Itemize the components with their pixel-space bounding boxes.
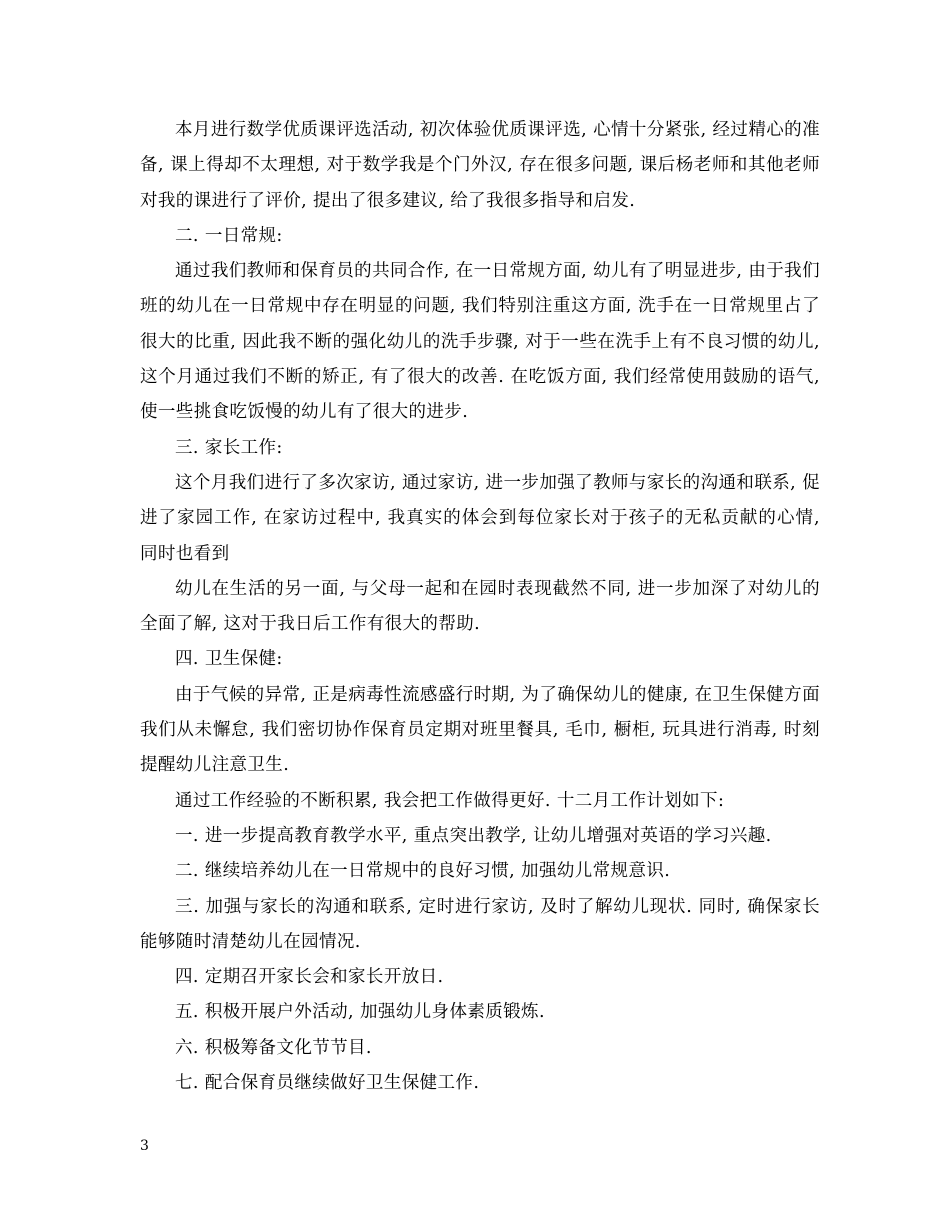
paragraph-home-visits-continued: 幼儿在生活的另一面, 与父母一起和在园时表现截然不同, 进一步加深了对幼儿的全面了解, 这对于我日后工作有很大的帮助. bbox=[140, 578, 820, 635]
paragraph-plan-intro: 通过工作经验的不断积累, 我会把工作做得更好. 十二月工作计划如下: bbox=[175, 790, 725, 811]
plan-item-1: 一. 进一步提高教育教学水平, 重点突出教学, 让幼儿增强对英语的学习兴趣. bbox=[175, 825, 772, 846]
heading-parent-work: 三. 家长工作: bbox=[175, 437, 283, 458]
plan-item-7: 七. 配合保育员继续做好卫生保健工作. bbox=[175, 1073, 480, 1094]
document-body bbox=[140, 113, 820, 1101]
page-number: 3 bbox=[140, 1138, 149, 1154]
paragraph-health-care: 由于气候的异常, 正是病毒性流感盛行时期, 为了确保幼儿的健康, 在卫生保健方面我们从未懈怠, 我们密切协作保育员定期对班里餐具, 毛巾, 橱柜, 玩具进行消毒, 时刻提醒幼儿注意卫生. bbox=[140, 684, 820, 776]
paragraph-home-visits: 这个月我们进行了多次家访, 通过家访, 进一步加强了教师与家长的沟通和联系, 促进了家园工作, 在家访过程中, 我真实的体会到每位家长对于孩子的无私贡献的心情, 同时也看到 bbox=[140, 472, 820, 564]
heading-health-care: 四. 卫生保健: bbox=[175, 649, 283, 670]
plan-item-3: 三. 加强与家长的沟通和联系, 定时进行家访, 及时了解幼儿现状. 同时, 确保家长能够随时清楚幼儿在园情况. bbox=[140, 896, 820, 952]
paragraph-daily-routine: 通过我们教师和保育员的共同合作, 在一日常规方面, 幼儿有了明显进步, 由于我们班的幼儿在一日常规中存在明显的问题, 我们特别注重这方面, 洗手在一日常规里占了很大的比重, 因此我不断的强化幼儿的洗手步骤, 对于一些在洗手上有不良习惯的幼儿, 这个月通过我们不断的矫正, 有了很大的改善. 在吃饭方面, 我们经常使用鼓励的语气, 使一些挑食吃饭慢的幼儿有了很大的进步. bbox=[140, 261, 820, 423]
plan-item-6: 六. 积极筹备文化节节目. bbox=[175, 1037, 372, 1058]
paragraph-math-lesson: 本月进行数学优质课评选活动, 初次体验优质课评选, 心情十分紧张, 经过精心的准备, 课上得却不太理想, 对于数学我是个门外汉, 存在很多问题, 课后杨老师和其他老师对我的课进行了评价, 提出了很多建议, 给了我很多指导和启发. bbox=[140, 120, 820, 211]
plan-item-2: 二. 继续培养幼儿在一日常规中的良好习惯, 加强幼儿常规意识. bbox=[175, 861, 671, 882]
plan-item-4: 四. 定期召开家长会和家长开放日. bbox=[175, 967, 444, 988]
plan-item-5: 五. 积极开展户外活动, 加强幼儿身体素质锻炼. bbox=[175, 1002, 545, 1023]
heading-daily-routine: 二. 一日常规: bbox=[175, 225, 283, 246]
